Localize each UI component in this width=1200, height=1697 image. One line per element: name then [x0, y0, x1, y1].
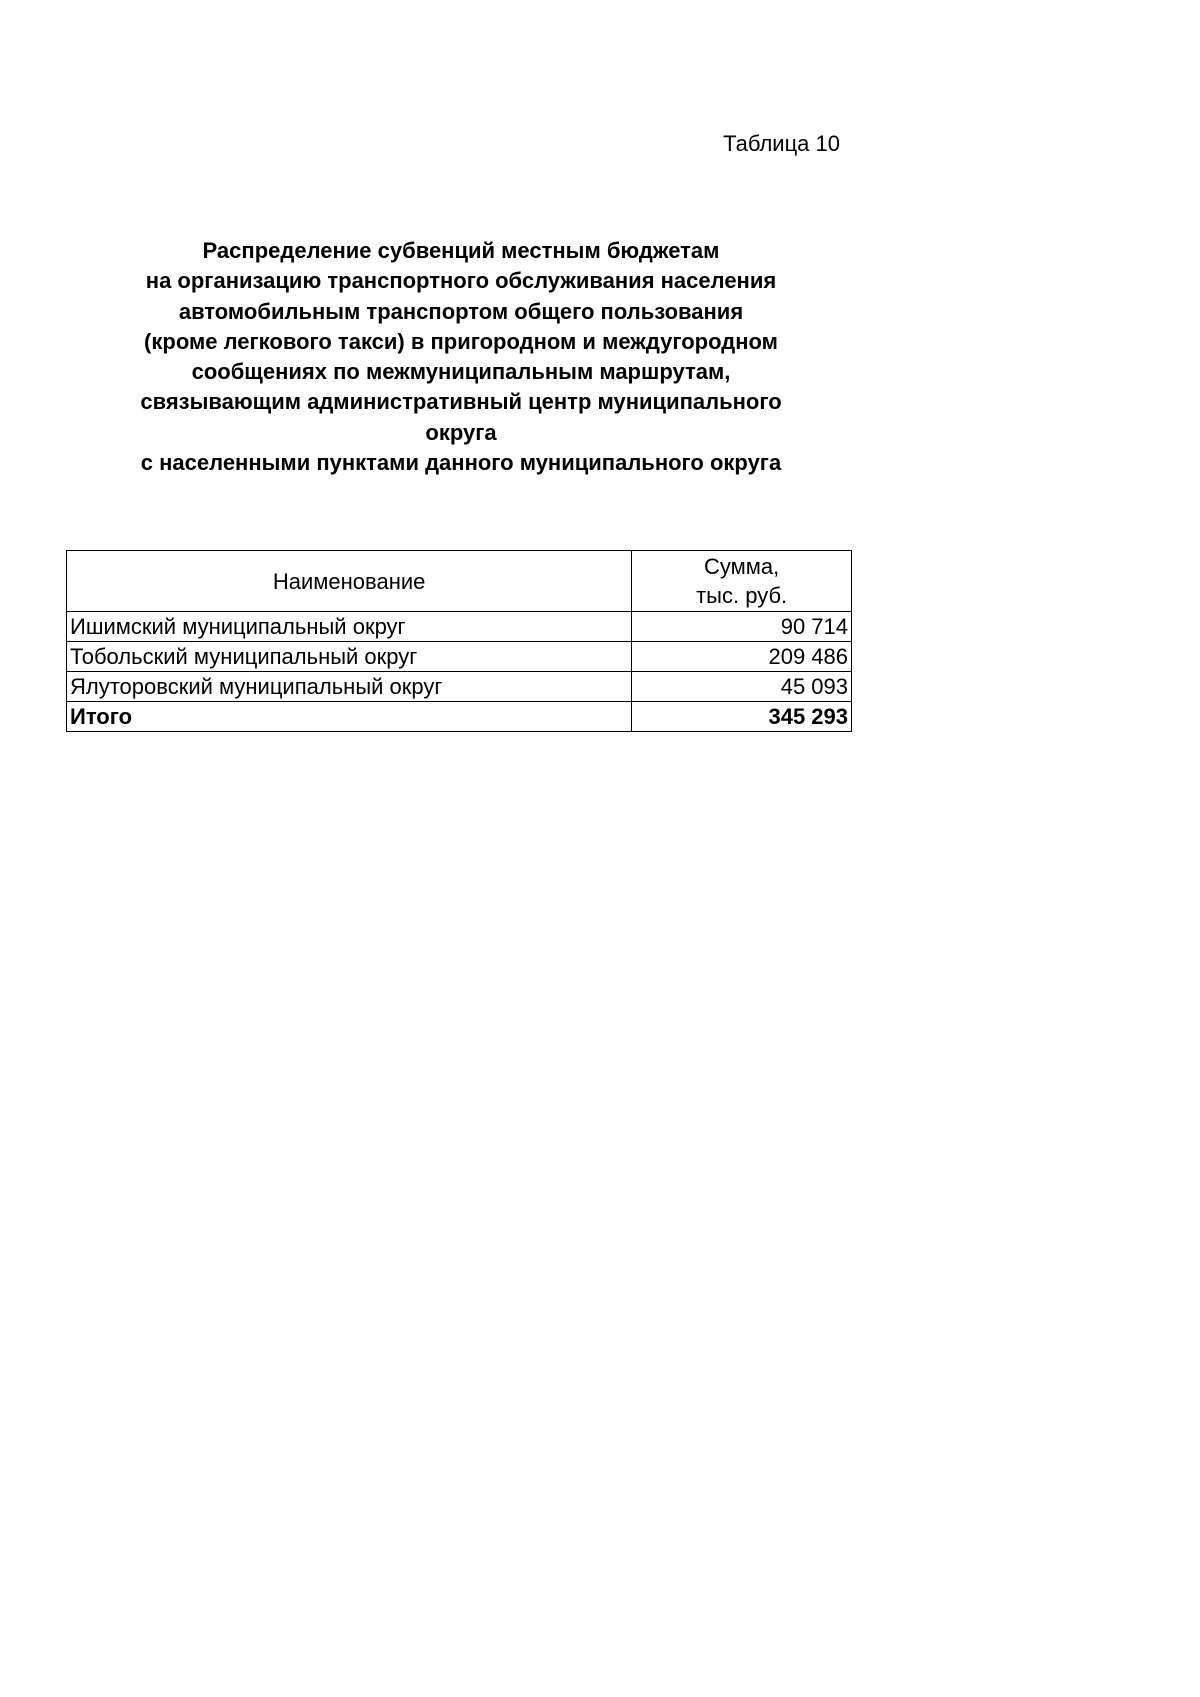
title-line: сообщениях по межмуниципальным маршрутам, [191, 359, 731, 385]
table-number-label: Таблица 10 [723, 131, 840, 156]
title-line: связывающим административный центр муниципального [140, 389, 782, 415]
table-total-row [67, 702, 852, 732]
total-label: Итого [67, 702, 632, 732]
table-row [67, 672, 852, 702]
title-line: Распределение субвенций местным бюджетам [202, 238, 720, 263]
subvention-table [66, 550, 852, 732]
row-sum: 45 093 [632, 672, 852, 702]
title-line: с населенными пунктами данного муниципального округа [140, 450, 782, 476]
title-line: на организацию транспортного обслуживания населения [145, 268, 777, 294]
header-sum-line1: Сумма, [704, 554, 780, 579]
row-sum: 90 714 [632, 612, 852, 642]
table-row [67, 642, 852, 672]
row-name: Ишимский муниципальный округ [67, 612, 632, 642]
header-sum-line2: тыс. руб. [696, 583, 788, 608]
total-sum: 345 293 [632, 702, 852, 732]
header-sum [632, 551, 852, 612]
table-header-row [67, 551, 852, 612]
title-line: (кроме легкового такси) в пригородном и междугородном [144, 328, 778, 354]
title-line: округа [425, 419, 497, 445]
row-name: Тобольский муниципальный округ [67, 642, 632, 672]
row-sum: 209 486 [632, 642, 852, 672]
title-line: автомобильным транспортом общего пользования [178, 298, 744, 324]
table-row [67, 612, 852, 642]
header-name: Наименование [67, 551, 632, 612]
document-title [66, 236, 856, 478]
row-name: Ялуторовский муниципальный округ [67, 672, 632, 702]
